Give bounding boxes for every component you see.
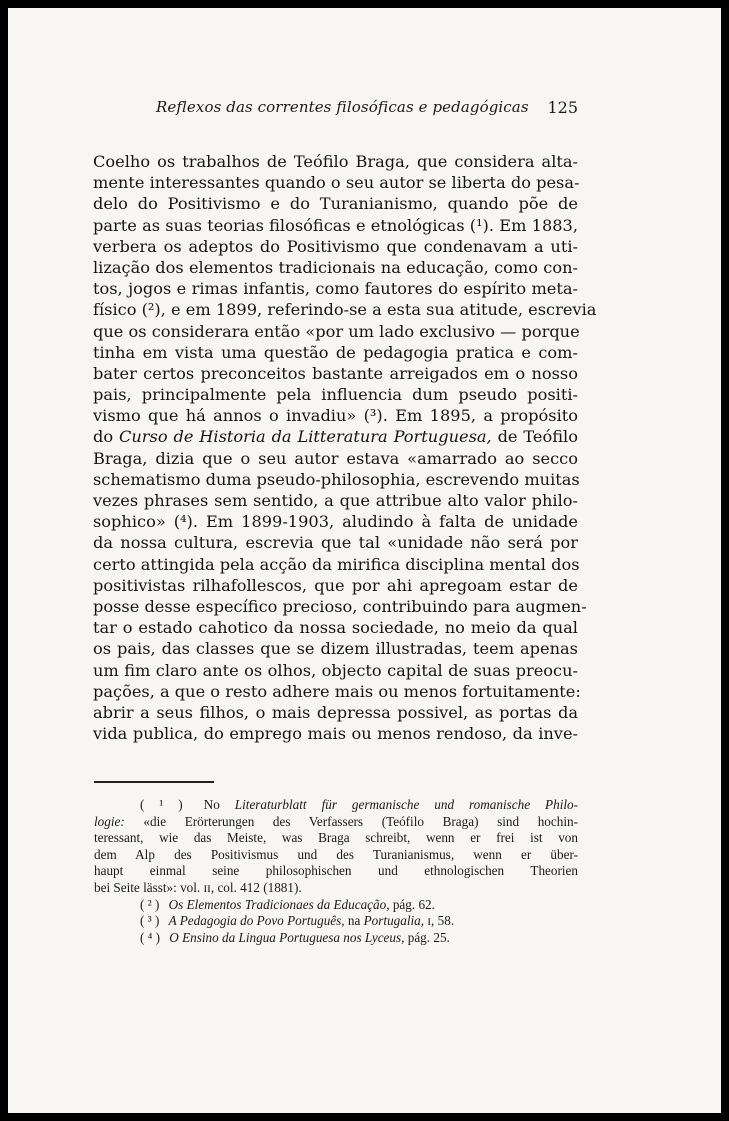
body-line: parte as suas teorias filosóficas e etnológicas (¹). Em 1883, <box>93 215 578 235</box>
body-line: posse desse específico precioso, contribuindo para augmen- <box>93 596 587 616</box>
body-line: certo attingida pela acção da mirifica disciplina mental dos <box>93 554 580 574</box>
body-line: pais, principalmente pela influencia dum pseudo positi- <box>93 385 578 405</box>
body-line: schematismo duma pseudo-philosophia, escrevendo muitas <box>93 469 580 489</box>
body-line: lização dos elementos tradicionais na educação, como con- <box>93 257 578 277</box>
body-line: vismo que há annos o invadiu» (³). Em 1895, a propósito <box>93 406 578 426</box>
footnote-2: ( ² ) Os Elementos Tradicionaes da Educação, pág. 62. <box>140 896 435 912</box>
journal-title: Literaturblatt für germanische und romanische Philo- <box>234 797 579 812</box>
running-header <box>146 98 578 122</box>
footnote-mark: ( ² ) <box>140 896 160 912</box>
footnote-4: ( ⁴ ) O Ensino da Lingua Portuguesa nos Lyceus, pág. 25. <box>140 929 450 945</box>
body-line: abrir a seus filhos, o mais depressa possivel, as portas da <box>93 702 578 722</box>
body-line: físico (²), e em 1899, referindo-se a esta sua atitude, escrevia <box>93 300 597 320</box>
body-line: Braga, dizia que o seu autor estava «amarrado ao secco <box>93 448 578 468</box>
footnote-3: ( ³ ) A Pedagogia do Povo Português, na Portugalia, ɪ, 58. <box>140 913 455 929</box>
body-line: da nossa cultura, escrevia que tal «unidade não será por <box>93 533 578 553</box>
footnotes <box>94 797 578 946</box>
footnote-1: ( ¹ ) No Literaturblatt für germanische und romanische Philo- logie: «die Erörterungen des Verfassers (Teófilo Braga) sind hochin- teressant, wie das Meiste, was Braga schreibt, wenn er frei ist von dem Alp des Positivismus und des Turanianismus, wenn er über- haupt einmal seine philosophischen und ethnologischen Theorien bei Seite lässt»: vol. ɪɪ, col. 412 (1881). <box>94 797 579 895</box>
body-line: que os considerara então «por um lado exclusivo — porque <box>93 321 580 341</box>
body-line: Coelho os trabalhos de Teófilo Braga, que considera alta- <box>93 152 578 171</box>
body-line: tar o estado cahotico da nossa sociedade, no meio da qual <box>93 618 578 638</box>
book-page <box>8 8 721 1113</box>
body-line: bater certos preconceitos bastante arreigados em o nosso <box>93 363 578 383</box>
body-text <box>93 151 597 744</box>
footnote-mark: ( ¹ ) <box>140 797 183 812</box>
footnote-mark: ( ⁴ ) <box>140 929 160 945</box>
body-line: delo do Positivismo e do Turanianismo, quando põe de <box>93 194 578 214</box>
body-line: positivistas rilhafollescos, que por ahi apregoam estar de <box>93 575 578 595</box>
body-line: vezes phrases sem sentido, a que attribue alto valor philo- <box>93 491 578 510</box>
footnote-mark: ( ³ ) <box>140 913 160 929</box>
body-line: um fim claro ante os olhos, objecto capital de suas preocu- <box>93 660 578 680</box>
body-line: vida publica, do emprego mais ou menos rendoso, da inve- <box>93 724 578 744</box>
running-title: Reflexos das correntes filosóficas e pedagógicas <box>156 98 529 116</box>
body-line: verbera os adeptos do Positivismo que condenavam a uti- <box>93 236 578 256</box>
page-number: 125 <box>547 98 578 117</box>
body-line: mente interessantes quando o seu autor se liberta do pesa- <box>93 173 580 193</box>
body-line: tinha em vista uma questão de pedagogia pratica e com- <box>93 342 578 362</box>
body-line: do Curso de Historia da Litteratura Portuguesa, de Teófilo <box>93 427 578 447</box>
body-line: sophico» (⁴). Em 1899-1903, aludindo à falta de unidade <box>93 512 578 532</box>
body-line: tos, jogos e rimas infantis, como fautores do espírito meta- <box>93 279 578 299</box>
book-title: Curso de Historia da Litteratura Portuguesa, <box>118 427 492 447</box>
body-line: pações, a que o resto adhere mais ou menos fortuitamente: <box>93 681 581 701</box>
footnote-separator <box>94 781 214 783</box>
body-line: os pais, das classes que se dizem illustradas, teem apenas <box>93 639 578 659</box>
